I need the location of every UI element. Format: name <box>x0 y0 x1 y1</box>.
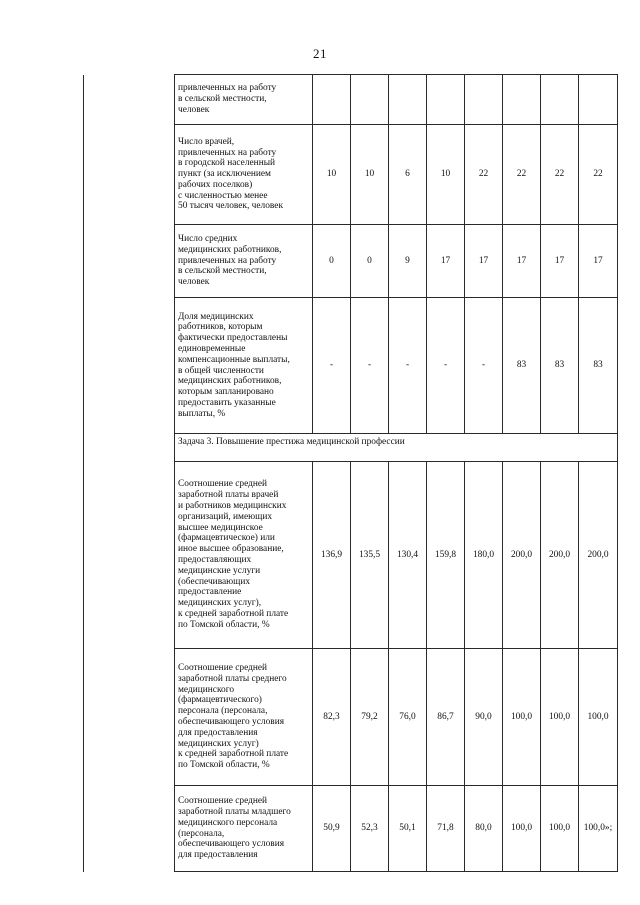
indicator-label: Число врачей, привлеченных на работу в городской населенный пункт (за исключением рабочих поселков) с численностью менее 50 тысяч человек, человек <box>175 125 313 225</box>
value-cell: - <box>351 298 389 434</box>
value-cell: 86,7 <box>427 649 465 786</box>
value-cell: 136,9 <box>313 462 351 649</box>
value-cell: 200,0 <box>579 462 618 649</box>
indicator-label: Соотношение средней заработной платы среднего медицинского (фармацевтического) персонала (персонала, обеспечивающего условия для предоставления медицинских услуг) к средней заработной плате по Томской области, % <box>175 649 313 786</box>
value-cell: 6 <box>389 125 427 225</box>
empty-left-cell <box>84 786 175 872</box>
value-cell: 79,2 <box>351 649 389 786</box>
value-cell: 10 <box>427 125 465 225</box>
value-cell: 17 <box>427 225 465 298</box>
value-cell: 50,9 <box>313 786 351 872</box>
empty-left-cell <box>84 298 175 434</box>
table-row <box>84 434 618 462</box>
indicator-label: Соотношение средней заработной платы врачей и работников медицинских организаций, имеющих высшее медицинское (фармацевтическое) или иное высшее образование, предоставляющих медицинские услуги (обеспечивающих предоставление медицинских услуг), к средней заработной плате по Томской области, % <box>175 462 313 649</box>
value-cell <box>313 75 351 125</box>
indicator-table <box>83 74 618 872</box>
table-row <box>84 462 618 649</box>
indicator-label: Соотношение средней заработной платы младшего медицинского персонала (персонала, обеспечивающего условия для предоставления <box>175 786 313 872</box>
value-cell: 17 <box>541 225 579 298</box>
value-cell: 200,0 <box>541 462 579 649</box>
empty-left-cell <box>84 649 175 786</box>
value-cell: - <box>313 298 351 434</box>
value-cell: 17 <box>503 225 541 298</box>
value-cell: - <box>427 298 465 434</box>
value-cell: 22 <box>465 125 503 225</box>
indicator-label: Число средних медицинских работников, привлеченных на работу в сельской местности, человек <box>175 225 313 298</box>
value-cell <box>503 75 541 125</box>
empty-left-cell <box>84 125 175 225</box>
value-cell: 17 <box>579 225 618 298</box>
table-row <box>84 125 618 225</box>
value-cell: 9 <box>389 225 427 298</box>
value-cell <box>579 75 618 125</box>
value-cell: 100,0 <box>503 649 541 786</box>
table-row <box>84 786 618 872</box>
task-heading: Задача 3. Повышение престижа медицинской профессии <box>175 434 618 462</box>
value-cell: 83 <box>541 298 579 434</box>
value-cell: 71,8 <box>427 786 465 872</box>
value-cell: 90,0 <box>465 649 503 786</box>
value-cell: 22 <box>541 125 579 225</box>
page-number: 21 <box>313 46 327 61</box>
value-cell: - <box>465 298 503 434</box>
value-cell: 130,4 <box>389 462 427 649</box>
empty-left-cell <box>84 225 175 298</box>
value-cell: 159,8 <box>427 462 465 649</box>
indicator-label: привлеченных на работу в сельской местности, человек <box>175 75 313 125</box>
value-cell: 83 <box>579 298 618 434</box>
value-cell <box>351 75 389 125</box>
value-cell: 76,0 <box>389 649 427 786</box>
value-cell: 10 <box>351 125 389 225</box>
table-row <box>84 225 618 298</box>
value-cell: 80,0 <box>465 786 503 872</box>
value-cell <box>541 75 579 125</box>
table-row <box>84 75 618 125</box>
value-cell: 180,0 <box>465 462 503 649</box>
value-cell <box>465 75 503 125</box>
value-cell: 0 <box>313 225 351 298</box>
value-cell <box>427 75 465 125</box>
empty-left-cell <box>84 462 175 649</box>
value-cell: 100,0 <box>541 649 579 786</box>
value-cell: 10 <box>313 125 351 225</box>
table-body <box>84 75 618 872</box>
value-cell: 100,0 <box>503 786 541 872</box>
table-row <box>84 298 618 434</box>
value-cell: 83 <box>503 298 541 434</box>
value-cell: 135,5 <box>351 462 389 649</box>
empty-left-cell <box>84 75 175 125</box>
value-cell: 52,3 <box>351 786 389 872</box>
value-cell: 100,0 <box>579 649 618 786</box>
empty-left-cell <box>84 434 175 462</box>
value-cell: 22 <box>503 125 541 225</box>
value-cell: 82,3 <box>313 649 351 786</box>
value-cell: 50,1 <box>389 786 427 872</box>
value-cell: 100,0 <box>541 786 579 872</box>
value-cell: 100,0»; <box>579 786 618 872</box>
value-cell: 17 <box>465 225 503 298</box>
value-cell: 0 <box>351 225 389 298</box>
value-cell: 200,0 <box>503 462 541 649</box>
value-cell: - <box>389 298 427 434</box>
indicator-label: Доля медицинских работников, которым фактически предоставлены единовременные компенсационные выплаты, в общей численности медицинских работников, которым запланировано предоставить указанные выплаты, % <box>175 298 313 434</box>
value-cell: 22 <box>579 125 618 225</box>
value-cell <box>389 75 427 125</box>
table-row <box>84 649 618 786</box>
